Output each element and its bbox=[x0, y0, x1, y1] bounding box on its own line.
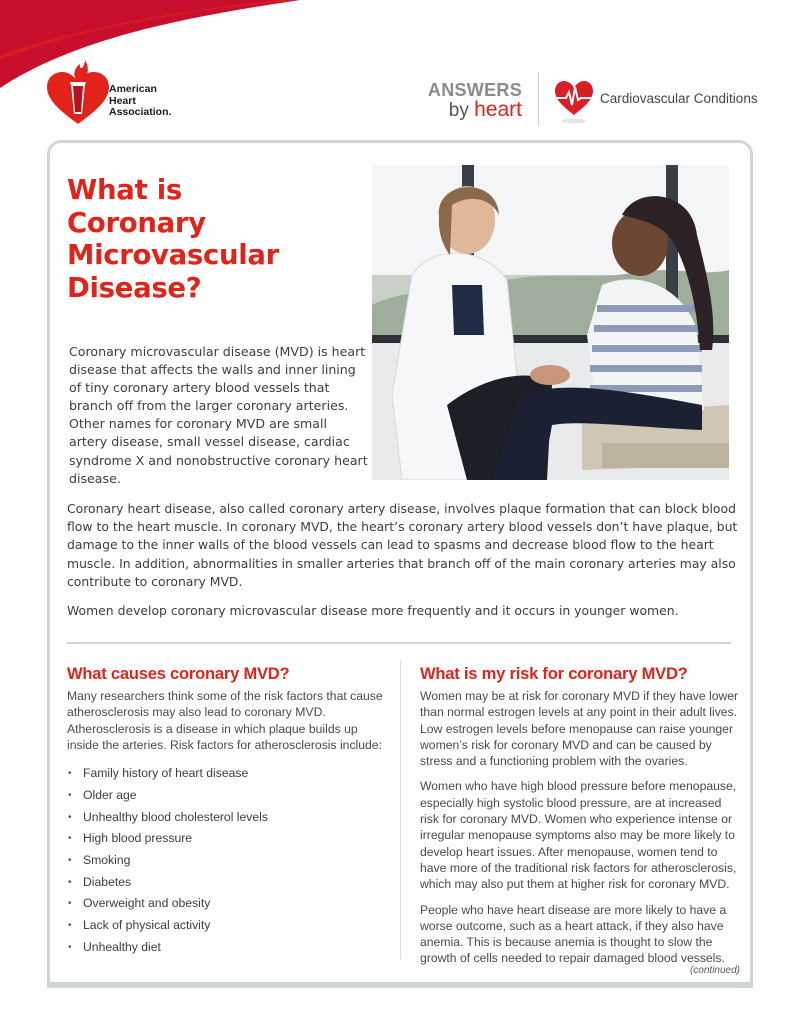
body-paragraph: Coronary heart disease, also called coronary artery disease, involves plaque formation that can block blood flow to the heart muscle. In coronary MVD, the heart’s coronary artery blood vessels don’t have plaque, but damage to the inner walls of the blood vessels can lead to spasms and decrease blood flow to the heart muscle. In addition, abnormalities in smaller arteries that branch off of the main coronary arteries may also contribute to coronary MVD. bbox=[67, 501, 738, 589]
bullet-icon: • bbox=[68, 833, 72, 845]
list-item-text: High blood pressure bbox=[83, 831, 193, 846]
list-item-text: Diabetes bbox=[83, 874, 132, 889]
bullet-icon: • bbox=[68, 811, 72, 823]
list-item-text: Smoking bbox=[83, 853, 131, 867]
risk-factor-list bbox=[67, 763, 389, 958]
bullet-icon: • bbox=[68, 768, 72, 780]
bullet-icon: • bbox=[68, 898, 72, 910]
page-title-line: Microvascular bbox=[67, 239, 279, 271]
list-item bbox=[67, 807, 389, 829]
risk-heading: What is my risk for coronary MVD? bbox=[420, 665, 688, 683]
continued-note: (continued) bbox=[689, 965, 740, 976]
brand-divider bbox=[538, 72, 539, 126]
answers-by-heart-brand bbox=[400, 80, 522, 121]
list-item bbox=[67, 850, 389, 872]
heart-label: heart bbox=[474, 98, 522, 121]
bullet-icon: • bbox=[68, 920, 72, 932]
list-item bbox=[67, 785, 389, 807]
list-item bbox=[67, 937, 389, 959]
list-item-text: Overweight and obesity bbox=[83, 896, 211, 911]
section-divider bbox=[67, 642, 731, 644]
answers-label: ANSWERS bbox=[427, 80, 522, 100]
causes-heading: What causes coronary MVD? bbox=[67, 665, 290, 683]
bullet-icon: • bbox=[68, 855, 72, 866]
bullet-icon: • bbox=[68, 941, 72, 953]
causes-body: Many researchers think some of the risk factors that cause atherosclerosis may also lead to coronary MVD. Atherosclerosis is a disease in which plaque builds up inside the arteries. Risk factors for atherosclerosis include: bbox=[67, 689, 383, 752]
list-item bbox=[67, 872, 389, 894]
heartbeat-heart-icon bbox=[553, 79, 595, 125]
bullet-icon: • bbox=[68, 789, 72, 801]
list-item-text: Older age bbox=[83, 787, 137, 802]
risk-paragraph: Women who have high blood pressure before menopause, especially high systolic blood pressure, are at increased risk for coronary MVD. Women who experience intense or irregular menopause symptoms also may be more likely to develop heart issues. After menopause, women tend to have more of the traditional risk factors for atherosclerosis, which may also put them at higher risk for coronary MVD. bbox=[420, 779, 737, 892]
list-item-text: Unhealthy blood cholesterol levels bbox=[83, 809, 268, 824]
bullet-icon: • bbox=[68, 876, 72, 888]
list-item bbox=[67, 828, 389, 850]
aha-wordmark-line: Association. bbox=[109, 106, 172, 118]
by-label: by bbox=[448, 100, 469, 121]
list-item-text: Lack of physical activity bbox=[83, 918, 211, 933]
risk-paragraph: Women may be at risk for coronary MVD if they have lower than normal estrogen levels at any point in their adult lives. Low estrogen levels before menopause can raise younger women’s risk for coronary MVD and can be caused by stress and a functioning problem with the ovaries. bbox=[420, 689, 739, 769]
doctor-patient-photo bbox=[372, 165, 729, 480]
aha-wordmark-line: American bbox=[109, 83, 157, 95]
page-title-line: Coronary bbox=[67, 206, 206, 239]
list-item bbox=[67, 893, 389, 915]
body-paragraph: Women develop coronary microvascular disease more frequently and it occurs in younger women. bbox=[67, 603, 679, 618]
list-item bbox=[67, 915, 389, 937]
intro-paragraph: Coronary microvascular disease (MVD) is heart disease that affects the walls and inner lining of tiny coronary artery blood vessels that branch off from the larger coronary arteries. Other names for coronary MVD are small artery disease, small vessel disease, cardiac syndrome X and nonobstructive coronary heart disease. bbox=[69, 344, 368, 486]
page-title bbox=[67, 174, 279, 304]
aha-wordmark bbox=[109, 84, 171, 119]
risk-section bbox=[420, 665, 740, 976]
by-heart-label bbox=[400, 100, 522, 121]
page-title-line: What is bbox=[67, 174, 182, 206]
column-divider bbox=[400, 661, 401, 959]
list-item bbox=[67, 763, 389, 785]
causes-section bbox=[67, 665, 389, 959]
list-item-text: Unhealthy diet bbox=[83, 939, 161, 954]
list-item-text: Family history of heart disease bbox=[83, 766, 249, 781]
page-title-line: Disease? bbox=[67, 271, 202, 304]
aha-wordmark-line: Heart bbox=[109, 94, 136, 107]
category-label: Cardiovascular Conditions bbox=[600, 91, 758, 106]
risk-paragraph: People who have heart disease are more likely to have a worse outcome, such as a heart attack, if they also have anemia. This is because anemia is thought to slow the growth of cells needed to repair damaged blood vessels. bbox=[420, 902, 727, 966]
